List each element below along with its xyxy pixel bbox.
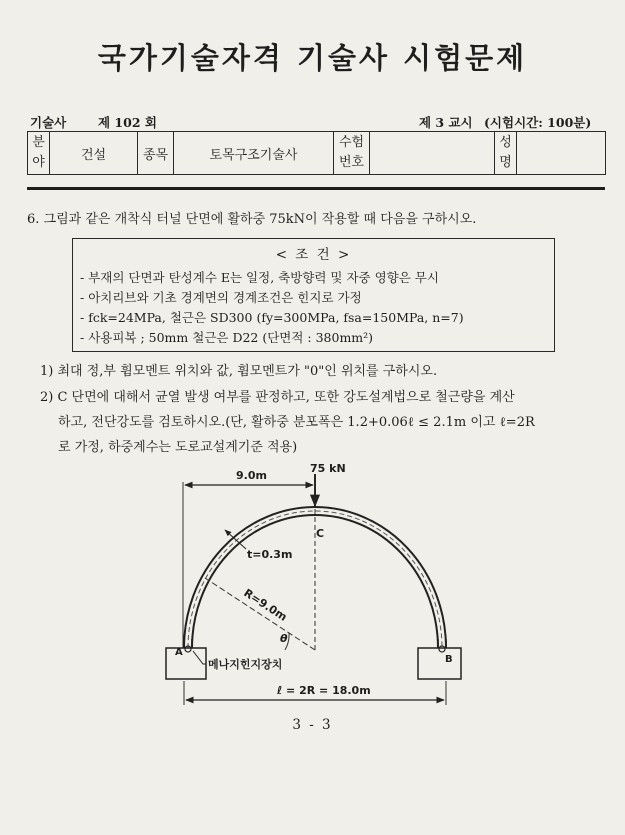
sub-question-2: 2) C 단면에 대해서 균열 발생 여부를 판정하고, 또한 강도설계법으로 철근량을 계산 <box>40 390 515 405</box>
condition-line: - 아치리브와 기초 경계면의 경계조건은 힌지로 가정 <box>80 290 362 305</box>
radius-label: R=9.0m <box>241 586 290 624</box>
label-a: A <box>175 647 183 658</box>
field-value: 건설 <box>50 132 138 175</box>
span-label: ℓ = 2R = 18.0m <box>277 684 371 697</box>
page-title: 국가기술자격 기술사 시험문제 <box>97 41 528 75</box>
header-time: (시험시간: 100분) <box>484 115 592 130</box>
name-label: 성 명 <box>495 132 517 175</box>
page-number: 3 - 3 <box>292 717 333 733</box>
field-label: 분 야 <box>28 132 50 175</box>
sub-question-2-cont: 하고, 전단강도를 검토하시오.(단, 활하중 분포폭은 1.2+0.06ℓ ≤ 2.1m 이고 ℓ=2R <box>58 415 535 430</box>
load-label: 75 kN <box>310 462 346 475</box>
thickness-label: t=0.3m <box>247 548 293 561</box>
load-arrow <box>310 462 346 506</box>
header-category: 기술사 <box>30 115 67 130</box>
exam-number-label: 수험 번호 <box>334 132 370 175</box>
type-value: 토목구조기술사 <box>174 132 334 175</box>
support-a <box>166 639 206 679</box>
span-dimension <box>184 681 446 705</box>
conditions-title: < 조 건 > <box>275 247 352 263</box>
condition-line: - fck=24MPa, 철근은 SD300 (fy=300MPa, fsa=150MPa, n=7) <box>80 310 464 325</box>
sub-question-1: 1) 최대 정,부 휨모멘트 위치와 값, 휨모멘트가 "0"인 위치를 구하시오. <box>40 364 438 379</box>
sub-question-2-cont: 로 가정, 하중계수는 도로교설계기준 적용) <box>58 440 298 455</box>
type-label: 종목 <box>138 132 174 175</box>
header-session: 제 3 교시 <box>419 115 473 130</box>
support-b <box>418 639 461 679</box>
question-text: 6. 그림과 같은 개착식 터널 단면에 활하중 75kN이 작용할 때 다음을 구하시오. <box>27 212 477 227</box>
radius-line <box>205 578 315 650</box>
condition-line: - 부재의 단면과 탄성계수 E는 일정, 축방향력 및 자중 영향은 무시 <box>80 270 439 285</box>
header-round: 제 102 회 <box>98 115 157 130</box>
angle-label: θ <box>280 632 288 645</box>
dim-top-label: 9.0m <box>236 469 267 482</box>
condition-line: - 사용피복 ; 50mm 철근은 D22 (단면적 : 380mm²) <box>80 330 374 345</box>
label-c: C <box>316 527 325 540</box>
label-b: B <box>445 654 453 665</box>
hinge-label: 메나지힌지장치 <box>208 658 283 671</box>
